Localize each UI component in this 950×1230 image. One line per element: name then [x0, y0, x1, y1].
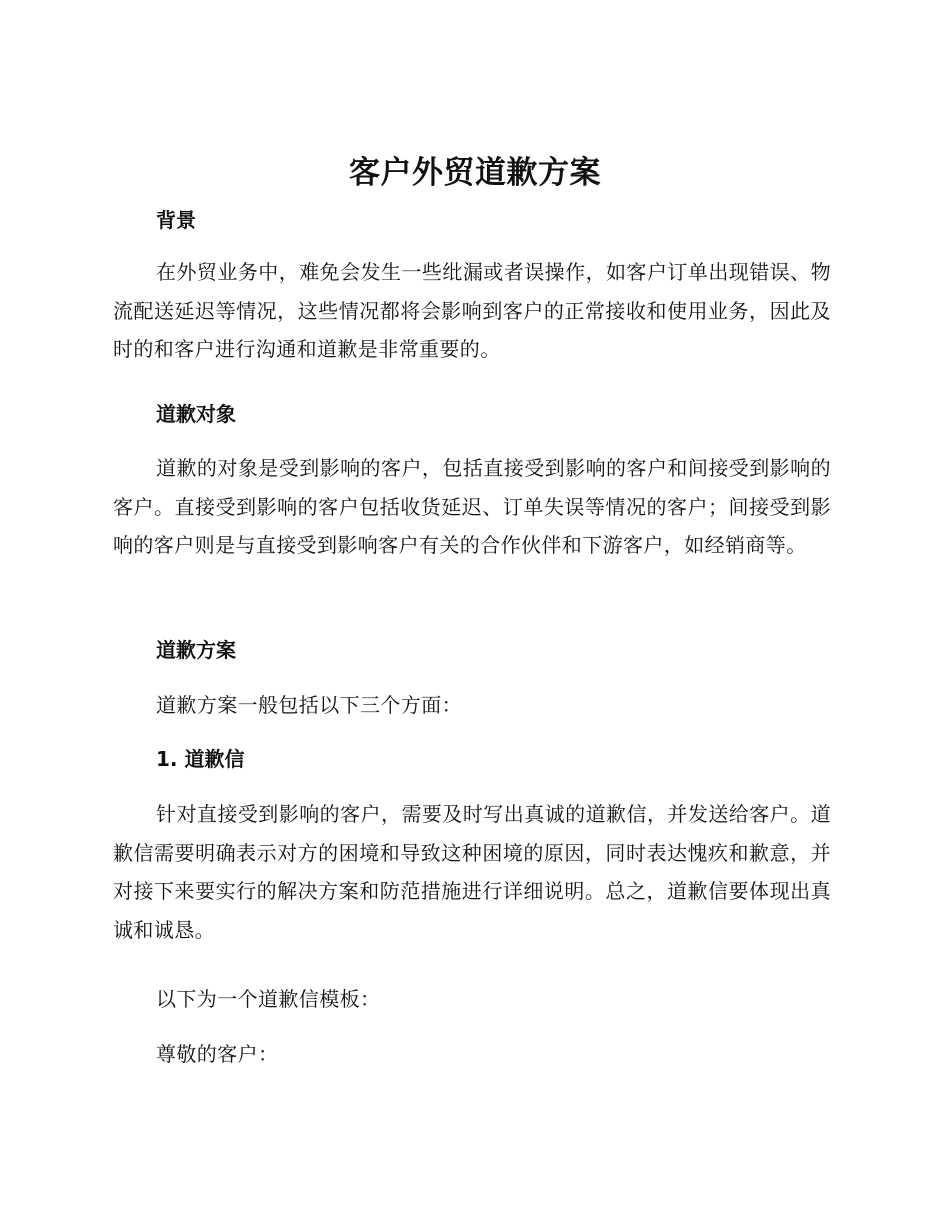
letter-salutation: 尊敬的客户：	[156, 1042, 279, 1066]
paragraph-plan-intro: 道歉方案一般包括以下三个方面：	[156, 693, 462, 717]
section-heading-background: 背景	[156, 208, 196, 232]
paragraph-letter: 针对直接受到影响的客户，需要及时写出真诚的道歉信，并发送给客户。道歉信需要明确表示对方的困境和导致这种困境的原因，同时表达愧疚和歉意，并对接下来要实行的解决方案和防范措施进行详细说明。总之，道歉信要体现出真诚和诚恳。	[113, 802, 831, 942]
section-heading-letter: 1. 道歉信	[156, 747, 245, 771]
paragraph-audience: 道歉的对象是受到影响的客户，包括直接受到影响的客户和间接受到影响的客户。直接受到影响的客户包括收货延迟、订单失误等情况的客户；间接受到影响的客户则是与直接受到影响客户有关的合作伙伴和下游客户，如经销商等。	[113, 456, 831, 557]
section-heading-audience: 道歉对象	[156, 402, 236, 426]
paragraph-template-intro: 以下为一个道歉信模板：	[156, 987, 381, 1011]
section-heading-plan: 道歉方案	[156, 638, 236, 662]
document-title: 客户外贸道歉方案	[349, 155, 601, 191]
paragraph-background: 在外贸业务中，难免会发生一些纰漏或者误操作，如客户订单出现错误、物流配送延迟等情况，这些情况都将会影响到客户的正常接收和使用业务，因此及时的和客户进行沟通和道歉是非常重要的。	[113, 260, 831, 361]
